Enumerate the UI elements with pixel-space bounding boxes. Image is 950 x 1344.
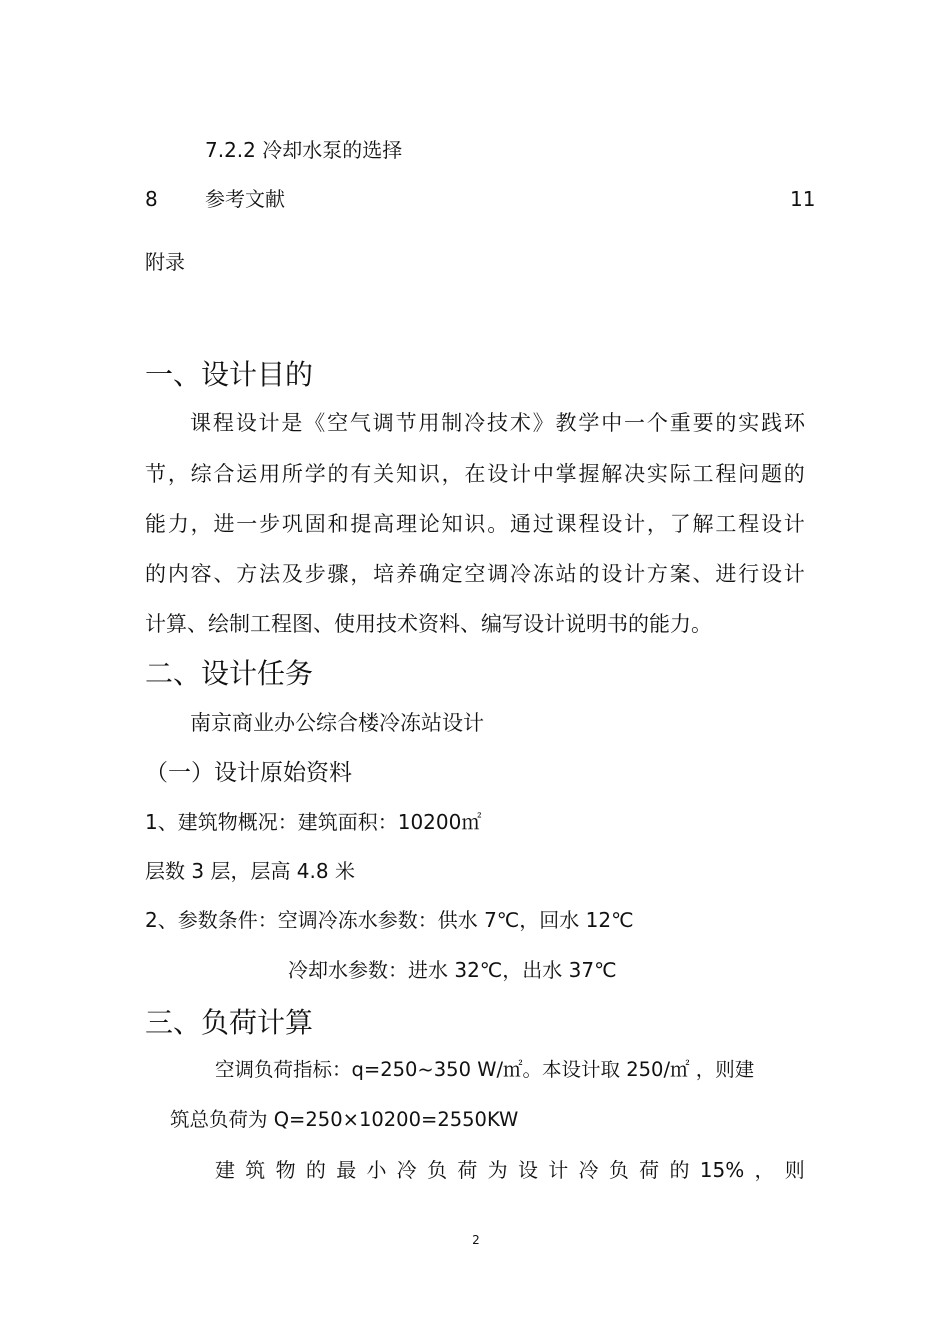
toc-item-8-page: 11 <box>790 187 816 211</box>
paragraph-line: 能 力 ， 进 一 步 巩 固 和 提 高 理 论 知 识 。 通 过 课 程 设 计 ， 了 解 工 程 设 计 <box>145 512 805 536</box>
min-load-char: 计 <box>548 1158 569 1182</box>
building-floors: 层数 3 层，层高 4.8 米 <box>145 859 355 883</box>
toc-item-7-2-2: 7.2.2 冷却水泵的选择 <box>205 138 403 162</box>
min-load-char: 设 <box>517 1158 538 1182</box>
chilled-water-params: 2、参数条件：空调冷冻水参数：供水 7℃，回水 12℃ <box>145 908 634 932</box>
design-task-title: 南京商业办公综合楼冷冻站设计 <box>190 711 484 735</box>
paragraph-line: 课 程 设 计 是 《 空 气 调 节 用 制 冷 技 术 》 教 学 中 一 个 重 要 的 实 践 环 <box>190 411 805 435</box>
min-load-char: 物 <box>275 1158 296 1182</box>
min-load-char: 负 <box>427 1158 448 1182</box>
min-load-char: 冷 <box>396 1158 417 1182</box>
min-load-char: 冷 <box>578 1158 599 1182</box>
min-load-char: 荷 <box>639 1158 660 1182</box>
toc-item-8-title: 参考文献 <box>205 187 285 211</box>
page-number: 2 <box>472 1233 480 1247</box>
building-overview: 1、建筑物概况：建筑面积：10200㎡ <box>145 810 482 834</box>
paragraph-line: 计算、绘制工程图、使用技术资料、编写设计说明书的能力。 <box>145 612 712 636</box>
section-heading-task: 二、设计任务 <box>145 657 314 690</box>
toc-appendix: 附录 <box>145 250 185 274</box>
paragraph-line: 节 ， 综 合 运 用 所 学 的 有 关 知 识 ， 在 设 计 中 掌 握 解 决 实 际 工 程 问 题 的 <box>145 462 805 486</box>
min-load-char: ， <box>754 1158 775 1182</box>
min-load-char: 负 <box>608 1158 629 1182</box>
min-load-char: 最 <box>336 1158 357 1182</box>
section-heading-purpose: 一、设计目的 <box>145 358 314 391</box>
min-load-char: 为 <box>487 1158 508 1182</box>
paragraph-line: 的 内 容 、 方 法 及 步 骤 ， 培 养 确 定 空 调 冷 冻 站 的 设 计 方 案 、 进 行 设 计 <box>145 562 805 586</box>
total-load-line: 筑总负荷为 Q=250×10200=2550KW <box>170 1108 519 1131</box>
min-load-char: 建 <box>215 1158 235 1182</box>
min-load-char: 的 <box>669 1158 690 1182</box>
load-index-line: 空调负荷指标：q=250~350 W/㎡。本设计取 250/㎡ ，则建 <box>215 1058 755 1081</box>
cooling-water-params: 冷却水参数：进水 32℃，出水 37℃ <box>288 958 617 982</box>
section-heading-load: 三、负荷计算 <box>145 1006 314 1039</box>
min-load-line <box>215 1155 805 1185</box>
min-load-char: 则 <box>784 1158 805 1182</box>
min-load-char: 小 <box>366 1158 387 1182</box>
toc-item-8-number: 8 <box>145 187 158 211</box>
min-load-char: 荷 <box>457 1158 478 1182</box>
min-load-char: 的 <box>305 1158 326 1182</box>
min-load-char: 15% <box>699 1158 745 1182</box>
min-load-char: 筑 <box>245 1158 266 1182</box>
subheading-original-data: （一）设计原始资料 <box>145 760 352 786</box>
